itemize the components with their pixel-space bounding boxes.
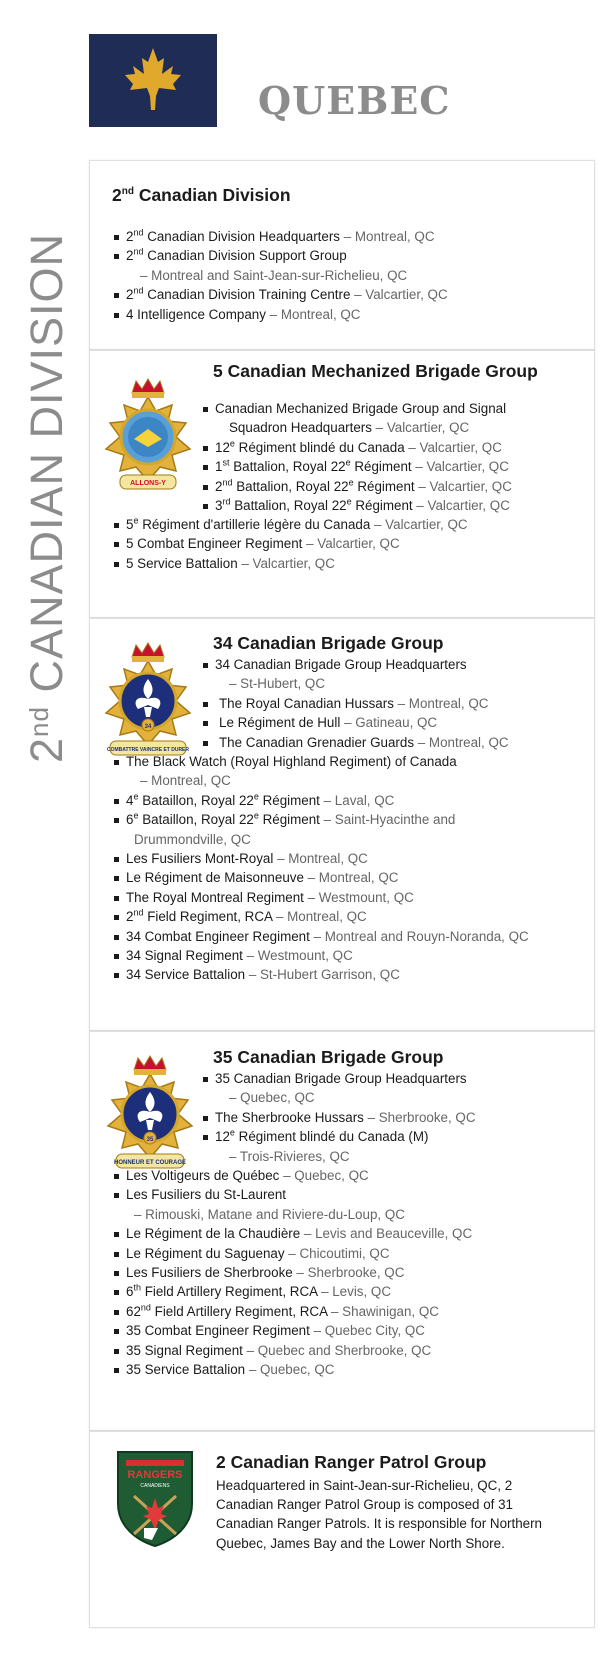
list-item: 35 Combat Engineer Regiment – Quebec City, QC [112, 1321, 472, 1340]
division-flag [89, 34, 217, 127]
list-item: Les Fusiliers Mont-Royal – Montreal, QC [112, 849, 529, 868]
list-item: The Royal Montreal Regiment – Westmount, QC [112, 888, 529, 907]
list-item: 12e Régiment blindé du Canada – Valcartier, QC [201, 438, 512, 457]
list-item: Les Voltigeurs de Québec – Quebec, QC [112, 1166, 472, 1185]
badge-motto: COMBATTRE VAINCRE ET DURER [106, 747, 190, 753]
list-item-continuation: – Montreal, QC [140, 773, 231, 789]
list-item: Les Fusiliers du St-Laurent [112, 1185, 472, 1204]
list-item-continuation: – Montreal and Saint-Jean-sur-Richelieu, QC [140, 267, 408, 283]
cbg35-title: 35 Canadian Brigade Group [213, 1047, 444, 1067]
division-title: 2nd Canadian Division [112, 185, 291, 205]
badge-text: RANGERS [127, 1469, 183, 1481]
cmbg5-card [89, 350, 595, 618]
cbg35-card [89, 1031, 595, 1431]
crpg2-title: 2 Canadian Ranger Patrol Group [216, 1452, 487, 1472]
badge-text-small: CANADIENS [140, 1483, 170, 1489]
badge-motto: HONNEUR ET COURAGE [113, 1160, 187, 1166]
vertical-division-title: 2nd CANADIAN DIVISION [21, 232, 72, 763]
list-item: Le Régiment de la Chaudière – Levis and Beauceville, QC [112, 1224, 472, 1243]
cbg34-badge-icon [102, 641, 194, 761]
list-item: 5 Combat Engineer Regiment – Valcartier, QC [112, 534, 468, 553]
crpg2-card [89, 1431, 595, 1628]
list-item: Les Fusiliers de Sherbrooke – Sherbrooke, QC [112, 1263, 472, 1282]
cbg34-list-indented [201, 655, 509, 752]
list-item-continuation: Drummondville, QC [134, 831, 251, 847]
list-item-continuation: – St-Hubert, QC [229, 676, 325, 692]
list-item: 1st Battalion, Royal 22e Régiment – Valcartier, QC [201, 457, 512, 476]
list-item: Le Régiment de Hull – Gatineau, QC [201, 713, 509, 732]
cbg34-title: 34 Canadian Brigade Group [213, 633, 444, 653]
badge-number: 35 [146, 1137, 154, 1143]
list-item: The Sherbrooke Hussars – Sherbrooke, QC [201, 1108, 476, 1127]
list-item: 5e Régiment d'artillerie légère du Canada – Valcartier, QC [112, 515, 468, 534]
list-item-continuation: – Trois-Rivieres, QC [229, 1148, 350, 1164]
list-item-continuation: – Quebec, QC [229, 1090, 315, 1106]
cmbg5-badge-icon [102, 377, 194, 495]
list-item: 4 Intelligence Company – Montreal, QC [112, 305, 448, 324]
cmbg5-title: 5 Canadian Mechanized Brigade Group [213, 361, 538, 381]
list-item-continuation: – Rimouski, Matane and Riviere-du-Loup, QC [134, 1206, 405, 1222]
list-item: 3rd Battalion, Royal 22e Régiment – Valcartier, QC [201, 496, 512, 515]
list-item: 34 Signal Regiment – Westmount, QC [112, 946, 529, 965]
list-item: The Canadian Grenadier Guards – Montreal, QC [201, 733, 509, 752]
list-item: The Black Watch (Royal Highland Regiment) of Canada [112, 752, 529, 771]
region-title: QUEBEC [258, 78, 451, 123]
crpg2-description: Headquartered in Saint-Jean-sur-Richelieu, QC, 2 Canadian Ranger Patrol Group is composed of 31 Canadian Ranger Patrols. It is responsible for Northern Quebec, James Bay and the Lower North Shore. [216, 1478, 543, 1551]
list-item: 6th Field Artillery Regiment, RCA – Levis, QC [112, 1282, 472, 1301]
list-item: 2nd Canadian Division Support Group [112, 246, 448, 265]
list-item: 34 Canadian Brigade Group Headquarters [201, 655, 509, 674]
cbg35-list [112, 1166, 472, 1379]
list-item: Le Régiment du Saguenay – Chicoutimi, QC [112, 1244, 472, 1263]
list-item: 4e Bataillon, Royal 22e Régiment – Laval, QC [112, 791, 529, 810]
cbg34-list [112, 752, 529, 985]
list-item: 12e Régiment blindé du Canada (M) [201, 1127, 476, 1146]
list-item: 2nd Canadian Division Training Centre – Valcartier, QC [112, 285, 448, 304]
list-item: 6e Bataillon, Royal 22e Régiment – Saint-Hyacinthe and [112, 810, 529, 829]
list-item: Canadian Mechanized Brigade Group and Signal [201, 399, 512, 418]
cbg35-badge-icon [104, 1054, 196, 1174]
cbg34-card [89, 618, 595, 1031]
badge-motto: ALLONS-Y [130, 480, 166, 487]
cbg35-list-indented [201, 1069, 476, 1166]
division-list [112, 227, 448, 324]
cmbg5-list-indented [201, 399, 512, 515]
cmbg5-list [112, 515, 468, 573]
list-item: 35 Canadian Brigade Group Headquarters [201, 1069, 476, 1088]
list-item: The Royal Canadian Hussars – Montreal, QC [201, 694, 509, 713]
list-item-continuation: Squadron Headquarters – Valcartier, QC [229, 420, 470, 436]
division-card [89, 160, 595, 350]
list-item: 34 Service Battalion – St-Hubert Garrison, QC [112, 965, 529, 984]
list-item: 35 Signal Regiment – Quebec and Sherbrooke, QC [112, 1341, 472, 1360]
list-item: 2nd Battalion, Royal 22e Régiment – Valcartier, QC [201, 477, 512, 496]
list-item: 35 Service Battalion – Quebec, QC [112, 1360, 472, 1379]
maple-leaf-icon [123, 46, 183, 112]
badge-number: 34 [144, 724, 152, 730]
list-item: 5 Service Battalion – Valcartier, QC [112, 554, 468, 573]
rangers-badge-icon [114, 1448, 196, 1548]
list-item: 34 Combat Engineer Regiment – Montreal and Rouyn-Noranda, QC [112, 927, 529, 946]
list-item: Le Régiment de Maisonneuve – Montreal, QC [112, 868, 529, 887]
list-item: 2nd Canadian Division Headquarters – Montreal, QC [112, 227, 448, 246]
list-item: 62nd Field Artillery Regiment, RCA – Shawinigan, QC [112, 1302, 472, 1321]
list-item: 2nd Field Regiment, RCA – Montreal, QC [112, 907, 529, 926]
